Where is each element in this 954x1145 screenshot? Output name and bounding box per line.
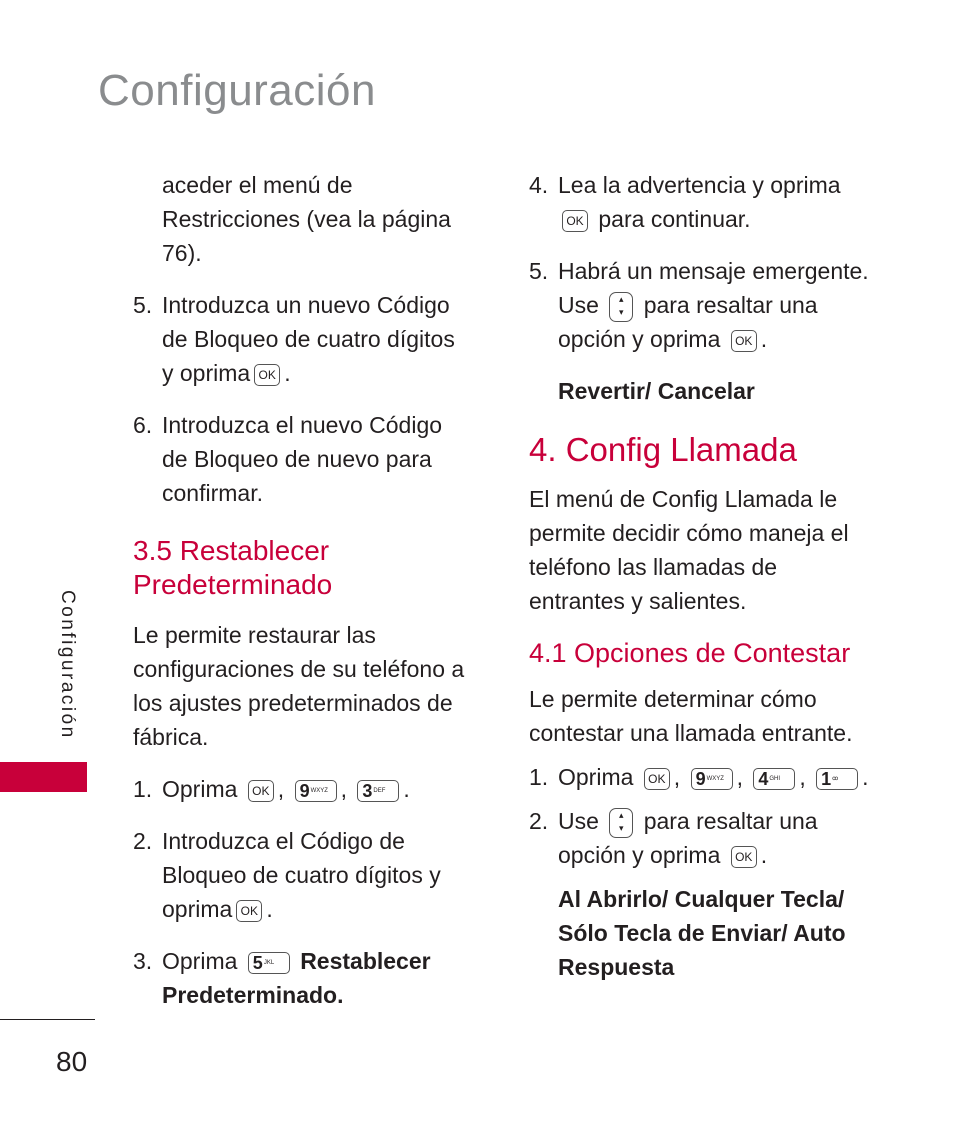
key-9-icon: [691, 768, 733, 790]
step-number: 4.: [529, 172, 549, 198]
page-number: 80: [56, 1046, 88, 1077]
nav-up-arrow: ▴: [619, 293, 624, 304]
text-line: Introduzca el nuevo Código: [162, 412, 443, 438]
step-text: opción y oprima: [558, 326, 721, 352]
step-text: para resaltar una: [643, 808, 818, 834]
punctuation: .: [403, 776, 410, 802]
key-digit: 1: [821, 768, 832, 789]
text-line: [558, 322, 889, 356]
punctuation: .: [760, 842, 768, 868]
text-line: Habrá un mensaje emergente.: [558, 258, 869, 284]
reset-step-2: [133, 824, 483, 926]
step-text: y oprima: [162, 360, 251, 386]
text-line: [162, 892, 483, 926]
side-tab-bar: [0, 762, 87, 792]
text-line: configuraciones de su teléfono a: [133, 656, 465, 682]
step-number: 1.: [133, 776, 153, 802]
reset-step-3: [133, 944, 483, 1012]
key-digit: 5: [252, 952, 263, 973]
step-number: 2.: [133, 828, 153, 854]
key-4-icon: [753, 768, 795, 790]
punctuation: .: [862, 764, 869, 790]
step-text: Use: [558, 808, 599, 834]
ok-key-icon: OK: [731, 846, 757, 868]
menu-options-revert-cancel: Revertir/ Cancelar: [558, 378, 755, 404]
step-6-confirm-code: [133, 408, 483, 510]
ok-key-icon: OK: [254, 364, 280, 386]
text-line: Sólo Tecla de Enviar/ Auto: [558, 920, 846, 946]
text-line: [162, 356, 483, 390]
text-line: [558, 202, 889, 236]
punctuation: .: [284, 360, 291, 386]
text-line: Lea la advertencia y oprima: [558, 172, 841, 198]
text-line: Introduzca el Código de: [162, 828, 405, 854]
left-column: [133, 168, 483, 1012]
step-number: 2.: [529, 808, 549, 834]
text-line: Restricciones (vea la página: [162, 206, 451, 232]
punctuation: ,: [277, 776, 285, 802]
text-line: [558, 288, 889, 322]
side-tab-label: Configuración: [57, 590, 78, 740]
key-9-icon: [295, 780, 337, 802]
text-line: Le permite restaurar las: [133, 622, 376, 648]
key-digit: 9: [299, 780, 310, 801]
key-letters: WXYZ: [706, 775, 724, 782]
text-line: 76).: [162, 240, 202, 266]
step-number: 5.: [529, 258, 549, 284]
text-line: Al Abrirlo/ Cualquer Tecla/: [558, 886, 845, 912]
section-4-1-body: [529, 682, 889, 750]
answer-step-1: [529, 760, 889, 794]
key-3-icon: [357, 780, 399, 802]
text-line: Introduzca un nuevo Código: [162, 292, 450, 318]
ok-key-icon: OK: [248, 780, 274, 802]
punctuation: ,: [736, 764, 743, 790]
key-letters: JKL: [263, 959, 275, 966]
footer-rule: [0, 1019, 95, 1020]
key-digit: 3: [362, 780, 373, 801]
text-line: [162, 944, 483, 978]
reset-step-1: [133, 772, 483, 806]
text-line: los ajustes predeterminados de: [133, 690, 453, 716]
text-line: fábrica.: [133, 724, 209, 750]
section-4-1-heading: 4.1 Opciones de Contestar: [529, 638, 851, 668]
ok-key-icon: OK: [731, 330, 757, 352]
section-3-5-body: [133, 618, 483, 754]
step-text: Oprima: [558, 764, 634, 790]
heading-line: Predeterminado: [133, 569, 333, 600]
step-number: 1.: [529, 764, 549, 790]
punctuation: .: [266, 896, 273, 922]
menu-options-answer-modes: [529, 882, 889, 984]
ok-key-icon: OK: [236, 900, 262, 922]
text-line: de Bloqueo de cuatro dígitos: [162, 326, 455, 352]
text-line: aceder el menú de: [162, 172, 353, 198]
key-digit: 9: [695, 768, 706, 789]
text-line: Respuesta: [558, 954, 675, 980]
step-4-read-warning: [529, 168, 889, 236]
step-number: 3.: [133, 948, 153, 974]
nav-key-icon: [609, 808, 633, 838]
text-line: entrantes y salientes.: [529, 588, 747, 614]
intro-continuation: [133, 168, 483, 270]
text-line: [162, 772, 483, 806]
key-letters: ꝏ: [832, 775, 839, 782]
punctuation: ,: [340, 776, 347, 802]
ok-key-icon: OK: [562, 210, 588, 232]
text-line: Le permite determinar cómo: [529, 686, 817, 712]
heading-line: 3.5 Restablecer: [133, 535, 330, 566]
step-text: para continuar.: [598, 206, 751, 232]
punctuation: ,: [799, 764, 806, 790]
punctuation: .: [760, 326, 768, 352]
step-number: 5.: [133, 292, 153, 318]
text-line: de Bloqueo de nuevo para: [162, 446, 432, 472]
step-text: Oprima: [162, 776, 238, 802]
text-line: [558, 760, 889, 794]
step-text: Use: [558, 292, 599, 318]
punctuation: ,: [673, 764, 681, 790]
text-line: [558, 804, 889, 838]
ok-key-icon: OK: [644, 768, 670, 790]
section-4-body: [529, 482, 889, 618]
step-number: 6.: [133, 412, 153, 438]
key-letters: WXYZ: [310, 787, 328, 794]
text-line: El menú de Config Llamada le: [529, 486, 838, 512]
menu-option: Predeterminado.: [162, 982, 344, 1008]
text-line: [558, 838, 889, 872]
step-5-new-code: [133, 288, 483, 390]
key-1-icon: [816, 768, 858, 790]
text-line: confirmar.: [162, 480, 263, 506]
key-digit: 4: [758, 768, 769, 789]
key-letters: DEF: [373, 787, 386, 794]
nav-key-icon: [609, 292, 633, 322]
nav-up-arrow: ▴: [619, 809, 624, 820]
step-text: Oprima: [162, 948, 238, 974]
key-5-icon: [248, 952, 290, 974]
step-text: opción y oprima: [558, 842, 721, 868]
menu-option: Restablecer: [300, 948, 431, 974]
text-line: contestar una llamada entrante.: [529, 720, 853, 746]
section-4-heading: 4. Config Llamada: [529, 431, 797, 468]
text-line: teléfono las llamadas de: [529, 554, 778, 580]
text-line: Bloqueo de cuatro dígitos y: [162, 862, 441, 888]
key-letters: GHI: [769, 775, 781, 782]
nav-down-arrow: ▾: [619, 822, 624, 833]
nav-down-arrow: ▾: [619, 306, 624, 317]
answer-step-2: [529, 804, 889, 872]
section-3-5-heading: [133, 534, 483, 602]
step-text: para resaltar una: [643, 292, 818, 318]
text-line: permite decidir cómo maneja el: [529, 520, 849, 546]
page-title: Configuración: [98, 66, 376, 115]
step-text: oprima: [162, 896, 233, 922]
right-column: [529, 168, 889, 984]
step-5-popup: [529, 254, 889, 356]
